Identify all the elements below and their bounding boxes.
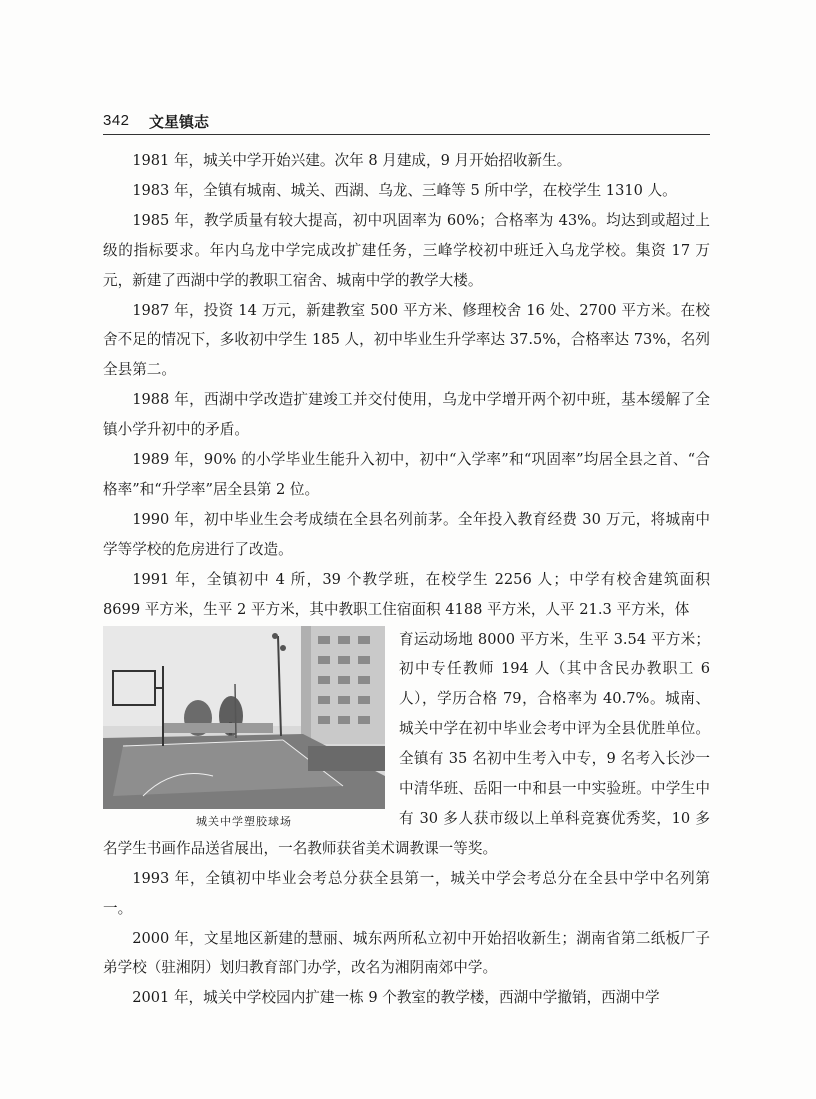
paragraph-1981: 1981 年，城关中学开始兴建。次年 8 月建成，9 月开始招收新生。 <box>132 152 572 169</box>
paragraph-1991-continued: 育运动场地 8000 平方米，生平 3.54 平方米；初中专任教师 194 人（其中含民办教职工 6 人），学历合格 79，合格率为 40.7%。城南、城关中学在初中毕业会考中评为全县优胜单位。全镇有 35 名初中生考入中专，9 名考入长沙一中清华班、岳阳一中和县一中实验班。中学生中有 30 多人获市级以上单科竞赛优秀奖，10 多名学生书画作品送省展出，一名教师获省美术调教课一等奖。 <box>103 630 710 857</box>
photo-basketball-court <box>103 626 385 809</box>
photo-figure <box>103 626 385 830</box>
paragraph-2001: 2001 年，城关中学校园内扩建一栋 9 个教室的教学楼，西湖中学撤销，西湖中学 <box>132 989 660 1007</box>
paragraph-1991: 1991 年，全镇初中 4 所，39 个教学班，在校学生 2256 人；中学有校舍建筑面积 8699 平方米，生平 2 平方米，其中教职工住宿面积 4188 平方米，人平 21.3 平方米，体 <box>103 570 710 618</box>
page-number: 342 <box>103 112 130 129</box>
book-title: 文星镇志 <box>149 113 210 131</box>
paragraph-1988: 1988 年，西湖中学改造扩建竣工并交付使用，乌龙中学增开两个初中班，基本缓解了全镇小学升初中的矛盾。 <box>103 391 710 439</box>
page-body <box>103 146 710 1013</box>
paragraph-1983: 1983 年，全镇有城南、城关、西湖、乌龙、三峰等 5 所中学，在校学生 1310 人。 <box>132 181 677 199</box>
page-header <box>103 112 710 135</box>
paragraph-1987: 1987 年，投资 14 万元，新建教室 500 平方米、修理校舍 16 处、2700 平方米。在校舍不足的情况下，多收初中学生 185 人，初中毕业生升学率达 37.5%，合格率达 73%，名列全县第二。 <box>103 301 710 379</box>
paragraph-1985: 1985 年，教学质量有较大提高，初中巩固率为 60%；合格率为 43%。均达到或超过上级的指标要求。年内乌龙中学完成改扩建任务，三峰学校初中班迁入乌龙学校。集资 17 万元，新建了西湖中学的教职工宿舍、城南中学的教学大楼。 <box>103 211 710 289</box>
photo-caption: 城关中学塑胶球场 <box>196 814 292 828</box>
paragraph-1993: 1993 年，全镇初中毕业会考总分获全县第一，城关中学会考总分在全县中学中名列第一。 <box>103 869 710 917</box>
paragraph-1989: 1989 年，90% 的小学毕业生能升入初中，初中“入学率”和“巩固率”均居全县之首、“合格率”和“升学率”居全县第 2 位。 <box>103 451 710 498</box>
paragraph-2000: 2000 年，文星地区新建的慧丽、城东两所私立初中开始招收新生；湖南省第二纸板厂子弟学校（驻湘阴）划归教育部门办学，改名为湘阴南郊中学。 <box>103 929 710 977</box>
paragraph-1990: 1990 年，初中毕业生会考成绩在全县名列前茅。全年投入教育经费 30 万元，将城南中学等学校的危房进行了改造。 <box>103 510 710 558</box>
